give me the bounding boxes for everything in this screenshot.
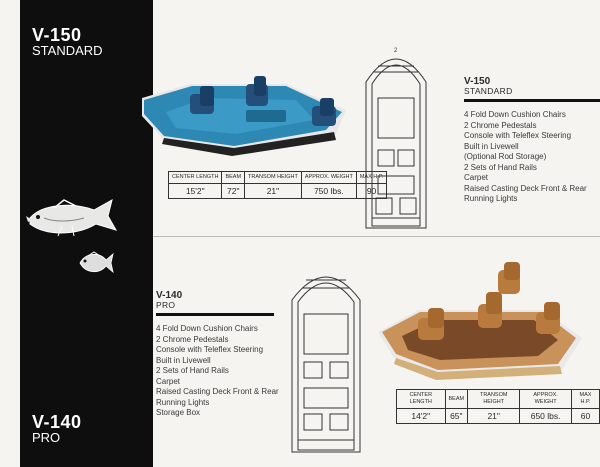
v150-heading-code: V-150 xyxy=(32,25,82,45)
feature-item: Running Lights xyxy=(464,194,518,203)
spec-value: 750 lbs. xyxy=(301,184,356,199)
feature-item: 4 Fold Down Cushion Chairs xyxy=(464,110,566,119)
feature-item: (Optional Rod Storage) xyxy=(464,152,547,161)
v150-heading xyxy=(32,26,103,58)
spec-value: 65" xyxy=(445,409,468,424)
feature-item: 4 Fold Down Cushion Chairs xyxy=(156,324,258,333)
feature-item: 2 Sets of Hand Rails xyxy=(156,366,229,375)
spec-header-row xyxy=(397,390,600,409)
feature-item: Built in Livewell xyxy=(156,355,211,365)
spec-header: APPROX. WEIGHT xyxy=(301,172,356,184)
spec-value-row xyxy=(169,184,387,199)
spec-header-row xyxy=(169,172,387,184)
feature-item: Carpet xyxy=(464,173,489,182)
spec-value: 15'2" xyxy=(169,184,222,199)
v140-heading xyxy=(32,413,82,445)
v150-boat-photo xyxy=(136,54,354,158)
spec-header: MAX H.P. xyxy=(571,390,599,409)
spec-value: 90 xyxy=(356,184,386,199)
spec-value: 21" xyxy=(468,409,520,424)
spec-header: APPROX. WEIGHT xyxy=(520,390,572,409)
feature-item: 2 Chrome Pedestals xyxy=(464,120,537,130)
feature-item: Carpet xyxy=(156,376,181,386)
spec-header: TRANSOM HEIGHT xyxy=(468,390,520,409)
feature-item: Console with Teleflex Steering xyxy=(464,131,572,140)
v140-info-code: V-140 xyxy=(156,290,183,301)
v140-info-block xyxy=(156,290,279,419)
spec-header: TRANSOM HEIGHT xyxy=(245,172,302,184)
bass-fish-illustration xyxy=(24,196,120,246)
v150-feature-list xyxy=(464,110,600,205)
v150-info-block xyxy=(464,76,600,205)
v140-info-sub: PRO xyxy=(156,300,176,310)
v140-layout-diagram xyxy=(282,258,370,458)
v150-heading-sub: STANDARD xyxy=(32,43,103,58)
v150-info-rule xyxy=(464,99,600,102)
v140-heading-code: V-140 xyxy=(32,412,82,432)
feature-item: 2 Sets of Hand Rails xyxy=(464,162,537,172)
v150-spec-table xyxy=(168,171,387,199)
feature-item: 2 Chrome Pedestals xyxy=(156,334,229,344)
spec-value: 72" xyxy=(222,184,245,199)
v140-spec-table xyxy=(396,389,600,424)
spec-value: 60 xyxy=(571,409,599,424)
spec-value: 14'2" xyxy=(397,409,446,424)
v150-info-sub: STANDARD xyxy=(464,86,513,96)
feature-item: Raised Casting Deck Front & Rear xyxy=(156,387,279,396)
spec-value: 21" xyxy=(245,184,302,199)
v140-boat-photo xyxy=(374,260,586,380)
small-fish-illustration xyxy=(78,250,114,276)
spec-value: 650 lbs. xyxy=(520,409,572,424)
feature-item: Built in Livewell xyxy=(464,141,519,151)
feature-item: Running Lights xyxy=(156,397,210,407)
spec-header: CENTER LENGTH xyxy=(397,390,446,409)
spec-header: BEAM xyxy=(445,390,468,409)
feature-item: Storage Box xyxy=(156,408,201,417)
v140-feature-list xyxy=(156,324,279,419)
spec-header: CENTER LENGTH xyxy=(169,172,222,184)
feature-item: Console with Teleflex Steering xyxy=(156,345,264,354)
spec-value-row xyxy=(397,409,600,424)
section-divider xyxy=(153,236,600,237)
feature-item: Raised Casting Deck Front & Rear xyxy=(464,183,587,193)
spec-header: MAX H.P. xyxy=(356,172,386,184)
v150-diagram-label: 2 xyxy=(394,48,398,54)
spec-header: BEAM xyxy=(222,172,245,184)
v150-info-code: V-150 xyxy=(464,76,491,87)
v140-heading-sub: PRO xyxy=(32,430,61,445)
v150-layout-diagram xyxy=(356,42,436,234)
v140-info-rule xyxy=(156,313,274,316)
